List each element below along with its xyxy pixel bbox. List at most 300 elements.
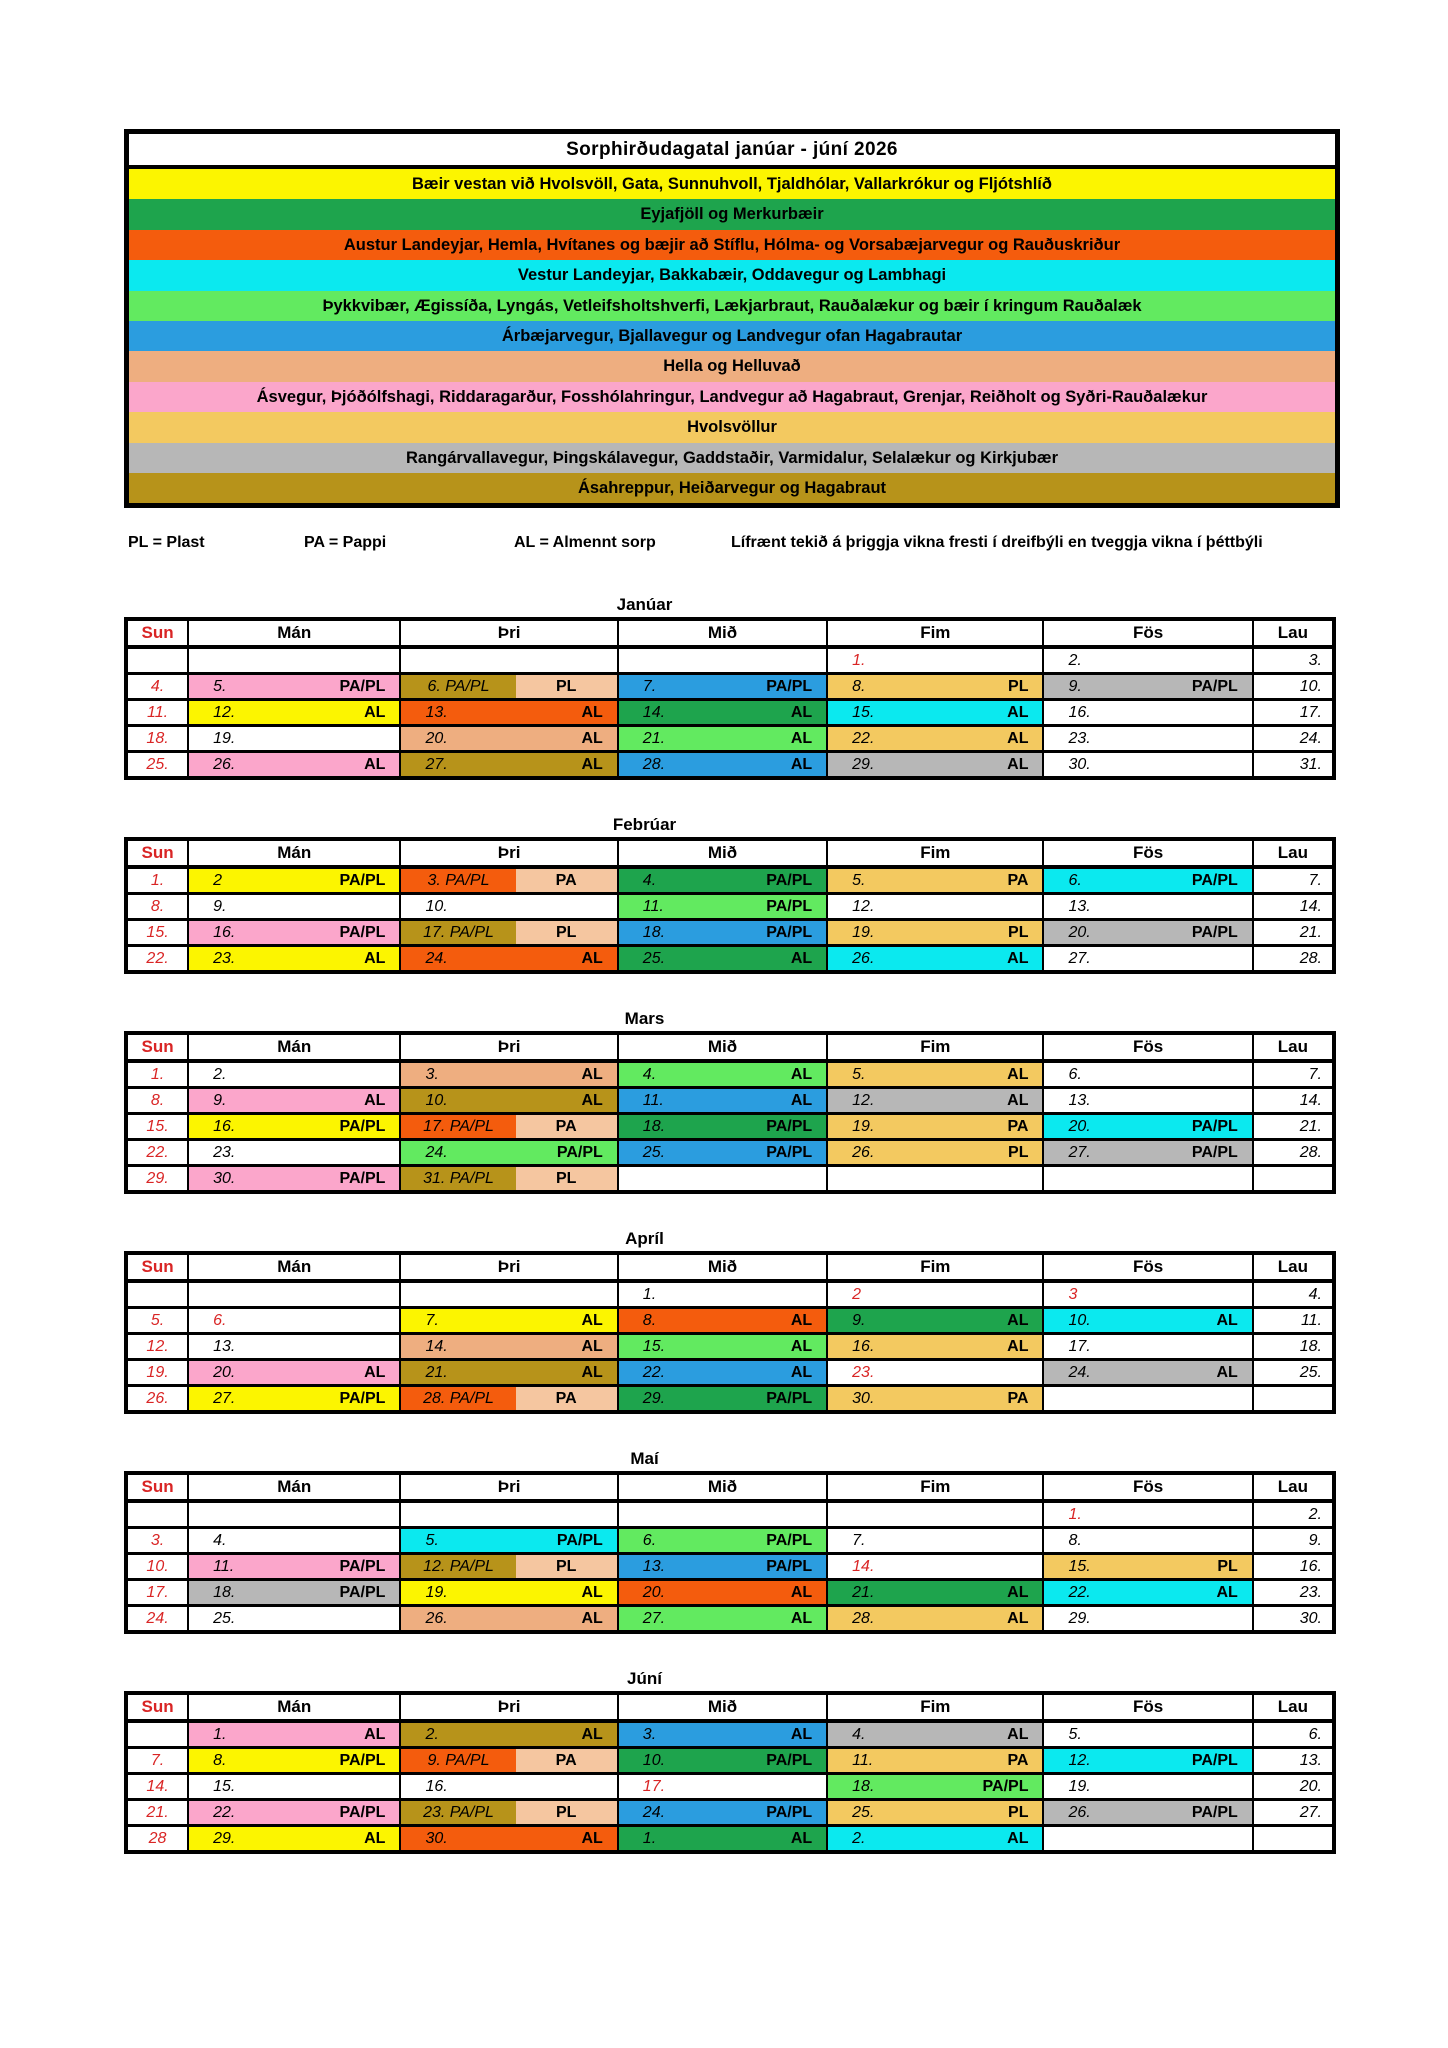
waste-label: PA	[555, 1389, 577, 1407]
day-cell	[618, 1826, 827, 1853]
waste-label: AL	[790, 703, 813, 721]
day-cell	[126, 1721, 188, 1748]
date-label: 14.	[1299, 1091, 1322, 1109]
week-row	[126, 1554, 1334, 1580]
month-section	[0, 1447, 1448, 1634]
date-label: 24.	[1299, 729, 1322, 747]
day-cell	[1253, 1308, 1334, 1334]
day-cell	[126, 1606, 188, 1633]
day-cell	[618, 1721, 827, 1748]
weekday-header-row	[126, 1033, 1334, 1061]
date-label: 19.	[213, 729, 236, 747]
day-cell	[400, 1501, 617, 1528]
weekday-header: Sun	[126, 1033, 188, 1061]
area-row-11: Ásahreppur, Heiðarvegur og Hagabraut	[129, 473, 1335, 503]
day-cell	[1253, 674, 1334, 700]
date-label: 2.	[213, 1065, 227, 1083]
day-cell	[126, 1580, 188, 1606]
day-cell	[1043, 920, 1252, 946]
date-label: 17.	[642, 1777, 666, 1795]
day-cell	[400, 1114, 617, 1140]
date-label: 10.	[1068, 1311, 1091, 1329]
day-cell	[126, 1281, 188, 1308]
calendar-table	[124, 1031, 1336, 1194]
weekday-header: Mið	[618, 839, 827, 867]
date-label: 13.	[425, 703, 448, 721]
day-cell	[827, 867, 1043, 894]
date-label: 21.	[1299, 1117, 1322, 1135]
date-label: 24.	[1068, 1363, 1091, 1381]
waste-label: PL	[555, 1169, 577, 1187]
day-cell	[1253, 1826, 1334, 1853]
day-cell	[188, 1061, 400, 1088]
date-label: 3.	[642, 1725, 657, 1743]
date-label: 7.	[1308, 1065, 1322, 1083]
date-label: 19.	[852, 923, 875, 941]
date-label: 2.	[852, 1829, 866, 1847]
waste-label: PA	[1007, 1751, 1029, 1769]
date-label: 3.	[1308, 651, 1322, 669]
day-cell	[188, 1721, 400, 1748]
waste-label: AL	[581, 729, 603, 747]
day-cell	[188, 752, 400, 779]
date-label: 1.	[852, 651, 866, 669]
date-label: 16.	[213, 923, 236, 941]
weekday-header: Mán	[188, 1693, 400, 1721]
date-label: 18.	[146, 729, 169, 747]
date-label: 12.	[1068, 1751, 1091, 1769]
waste-label: AL	[581, 755, 603, 773]
weekday-header: Þri	[400, 619, 617, 647]
day-cell	[1253, 726, 1334, 752]
date-label: 17.	[1068, 1337, 1091, 1355]
weekday-header: Þri	[400, 1033, 617, 1061]
date-label: 27.	[642, 1609, 666, 1627]
date-label: 4.	[642, 871, 657, 889]
waste-label: AL	[790, 1609, 813, 1627]
area-row-7: Hella og Helluvað	[129, 351, 1335, 381]
weekday-header: Mán	[188, 1473, 400, 1501]
month-title: Apríl	[625, 1229, 664, 1248]
day-cell	[618, 1501, 827, 1528]
day-cell	[126, 726, 188, 752]
week-row	[126, 1114, 1334, 1140]
day-cell	[618, 1386, 827, 1413]
waste-label: AL	[1007, 1583, 1029, 1601]
date-and-waste-label: 23. PA/PL	[423, 1803, 494, 1821]
waste-label: AL	[1007, 1337, 1029, 1355]
day-cell	[618, 1554, 827, 1580]
day-cell	[126, 1800, 188, 1826]
date-label: 27.	[425, 755, 448, 773]
waste-label: AL	[581, 1091, 603, 1109]
day-cell	[618, 894, 827, 920]
waste-label: AL	[364, 755, 386, 773]
weekday-header: Sun	[126, 839, 188, 867]
waste-label: AL	[1007, 1091, 1029, 1109]
day-cell	[1043, 867, 1252, 894]
date-label: 27.	[1299, 1803, 1322, 1821]
date-label: 22.	[146, 949, 169, 967]
day-cell	[1253, 1721, 1334, 1748]
day-cell	[1253, 1114, 1334, 1140]
day-cell	[1253, 1774, 1334, 1800]
day-cell	[1253, 920, 1334, 946]
week-row	[126, 1360, 1334, 1386]
waste-label: PA/PL	[339, 1557, 386, 1575]
date-label: 18.	[642, 923, 666, 941]
weekday-header: Mán	[188, 839, 400, 867]
weekday-header: Þri	[400, 1693, 617, 1721]
waste-label: AL	[790, 949, 813, 967]
date-label: 6.	[213, 1311, 227, 1329]
day-cell	[126, 1826, 188, 1853]
day-cell	[827, 1501, 1043, 1528]
day-cell	[188, 1386, 400, 1413]
date-label: 13.	[213, 1337, 236, 1355]
date-label: 12.	[146, 1337, 169, 1355]
day-cell	[1043, 1386, 1252, 1413]
date-label: 6.	[1068, 1065, 1082, 1083]
waste-label: AL	[581, 1311, 603, 1329]
date-label: 28.	[852, 1609, 875, 1627]
area-row-6: Árbæjarvegur, Bjallavegur og Landvegur ofan Hagabrautar	[129, 321, 1335, 351]
date-label: 11.	[1300, 1311, 1322, 1329]
date-label: 17.	[1299, 703, 1322, 721]
day-cell	[188, 867, 400, 894]
weekday-header: Fös	[1043, 619, 1252, 647]
day-cell	[400, 1554, 617, 1580]
day-cell	[126, 1360, 188, 1386]
date-label: 15.	[642, 1337, 666, 1355]
day-cell	[618, 1748, 827, 1774]
day-cell	[126, 1308, 188, 1334]
date-label: 16.	[852, 1337, 875, 1355]
week-row	[126, 1061, 1334, 1088]
waste-label: PA/PL	[766, 1557, 813, 1575]
date-label: 11.	[213, 1557, 235, 1575]
weekday-header: Fim	[827, 1033, 1043, 1061]
date-label: 9.	[1308, 1531, 1322, 1549]
day-cell	[827, 1800, 1043, 1826]
calendar-table	[124, 1471, 1336, 1634]
abbreviation-legend	[124, 534, 1424, 556]
date-label: 13.	[1299, 1751, 1322, 1769]
day-cell	[126, 867, 188, 894]
date-label: 10.	[425, 1091, 448, 1109]
date-label: 5.	[852, 871, 866, 889]
day-cell	[126, 1088, 188, 1114]
waste-label: PA/PL	[766, 1117, 813, 1135]
date-label: 18.	[642, 1117, 666, 1135]
day-cell	[1253, 894, 1334, 920]
weekday-header: Fös	[1043, 839, 1252, 867]
day-cell	[400, 1281, 617, 1308]
date-label: 23.	[852, 1363, 875, 1381]
day-cell	[1253, 946, 1334, 973]
weekday-header: Mið	[618, 1253, 827, 1281]
date-label: 21.	[425, 1363, 448, 1381]
area-row-9: Hvolsvöllur	[129, 412, 1335, 442]
day-cell	[618, 1061, 827, 1088]
weekday-header: Sun	[126, 1473, 188, 1501]
week-row	[126, 1281, 1334, 1308]
day-cell	[1043, 1140, 1252, 1166]
waste-label: PL	[1008, 923, 1029, 941]
day-cell	[400, 1166, 617, 1193]
date-label: 14.	[425, 1337, 448, 1355]
week-row	[126, 1088, 1334, 1114]
calendar-table	[124, 1691, 1336, 1854]
waste-label: PA/PL	[982, 1777, 1029, 1795]
day-cell	[618, 920, 827, 946]
day-cell	[400, 1334, 617, 1360]
day-cell	[188, 647, 400, 674]
waste-label: PA/PL	[339, 677, 386, 695]
waste-label: PA	[555, 1751, 577, 1769]
week-row	[126, 1308, 1334, 1334]
date-label: 16.	[425, 1777, 448, 1795]
waste-label: PL	[1008, 1803, 1029, 1821]
date-label: 20.	[642, 1583, 666, 1601]
date-label: 9.	[1068, 677, 1082, 695]
day-cell	[400, 700, 617, 726]
day-cell	[827, 1166, 1043, 1193]
day-cell	[827, 1308, 1043, 1334]
date-label: 3	[1068, 1285, 1078, 1303]
page-title: Sorphirðudagatal janúar - júní 2026	[129, 134, 1335, 169]
day-cell	[400, 1721, 617, 1748]
day-cell	[1253, 647, 1334, 674]
waste-label: PA/PL	[766, 1803, 813, 1821]
waste-label: PL	[555, 677, 577, 695]
day-cell	[618, 1580, 827, 1606]
area-row-3: Austur Landeyjar, Hemla, Hvítanes og bæjir að Stíflu, Hólma- og Vorsabæjarvegur og Rauðuskriður	[129, 230, 1335, 260]
day-cell	[1253, 1281, 1334, 1308]
day-cell	[1043, 1061, 1252, 1088]
date-label: 4.	[852, 1725, 866, 1743]
day-cell	[188, 1528, 400, 1554]
day-cell	[618, 1114, 827, 1140]
day-cell	[1043, 1721, 1252, 1748]
waste-label: PA/PL	[1191, 871, 1238, 889]
day-cell	[827, 752, 1043, 779]
date-label: 19.	[425, 1583, 448, 1601]
month-title: Mars	[624, 1009, 665, 1028]
date-label: 25.	[852, 1803, 875, 1821]
day-cell	[400, 1774, 617, 1800]
date-label: 23.	[213, 949, 236, 967]
date-label: 12.	[852, 1091, 875, 1109]
date-label: 13.	[1068, 1091, 1091, 1109]
area-list	[129, 169, 1335, 503]
day-cell	[827, 1748, 1043, 1774]
waste-label: AL	[364, 949, 386, 967]
day-cell	[188, 1554, 400, 1580]
date-label: 12.	[852, 897, 875, 915]
day-cell	[400, 647, 617, 674]
waste-label: PA/PL	[1191, 677, 1238, 695]
week-row	[126, 1528, 1334, 1554]
date-label: 21.	[642, 729, 666, 747]
waste-label: PA/PL	[1191, 1751, 1238, 1769]
day-cell	[1043, 1774, 1252, 1800]
waste-label: AL	[790, 755, 813, 773]
area-row-2: Eyjafjöll og Merkurbæir	[129, 199, 1335, 229]
day-cell	[126, 647, 188, 674]
week-row	[126, 700, 1334, 726]
date-label: 18.	[213, 1583, 236, 1601]
month-section	[0, 1007, 1448, 1194]
day-cell	[1043, 1826, 1252, 1853]
date-label: 8.	[150, 897, 165, 915]
day-cell	[188, 1360, 400, 1386]
date-label: 1.	[150, 871, 165, 889]
day-cell	[400, 1748, 617, 1774]
day-cell	[400, 867, 617, 894]
day-cell	[1043, 1580, 1252, 1606]
day-cell	[827, 1774, 1043, 1800]
day-cell	[126, 1748, 188, 1774]
date-label: 8.	[852, 677, 866, 695]
day-cell	[827, 946, 1043, 973]
day-cell	[400, 1088, 617, 1114]
day-cell	[188, 1774, 400, 1800]
date-and-waste-label: 12. PA/PL	[423, 1557, 494, 1575]
week-row	[126, 1580, 1334, 1606]
day-cell	[1253, 1088, 1334, 1114]
week-row	[126, 1826, 1334, 1853]
date-label: 4.	[150, 677, 165, 695]
week-row	[126, 1501, 1334, 1528]
date-label: 25.	[146, 755, 169, 773]
day-cell	[188, 1501, 400, 1528]
day-cell	[400, 726, 617, 752]
day-cell	[618, 1140, 827, 1166]
day-cell	[126, 674, 188, 700]
date-label: 13.	[642, 1557, 666, 1575]
date-label: 2	[213, 871, 222, 889]
date-label: 20.	[1068, 923, 1091, 941]
date-label: 2	[852, 1285, 862, 1303]
day-cell	[188, 1800, 400, 1826]
week-row	[126, 726, 1334, 752]
week-row	[126, 1386, 1334, 1413]
month-section	[0, 813, 1448, 974]
day-cell	[618, 752, 827, 779]
day-cell	[1043, 700, 1252, 726]
day-cell	[1253, 1140, 1334, 1166]
day-cell	[618, 1606, 827, 1633]
waste-label: PA/PL	[339, 1751, 386, 1769]
day-cell	[1043, 1308, 1252, 1334]
day-cell	[126, 1114, 188, 1140]
date-label: 22.	[146, 1143, 169, 1161]
date-label: 18.	[852, 1777, 875, 1795]
day-cell	[1043, 674, 1252, 700]
day-cell	[188, 1114, 400, 1140]
waste-label: AL	[1007, 1725, 1029, 1743]
day-cell	[827, 1281, 1043, 1308]
month-section	[0, 1667, 1448, 1854]
weekday-header: Mið	[618, 1473, 827, 1501]
date-label: 27.	[1068, 949, 1091, 967]
day-cell	[1253, 1501, 1334, 1528]
waste-label: AL	[581, 1065, 603, 1083]
date-label: 29.	[213, 1829, 236, 1847]
date-label: 20.	[1299, 1777, 1322, 1795]
date-label: 27.	[213, 1389, 236, 1407]
day-cell	[400, 752, 617, 779]
weekday-header: Fim	[827, 839, 1043, 867]
date-label: 19.	[852, 1117, 875, 1135]
waste-label: PA	[1007, 1117, 1029, 1135]
day-cell	[827, 1528, 1043, 1554]
day-cell	[618, 946, 827, 973]
date-label: 29.	[852, 755, 875, 773]
waste-label: AL	[790, 1337, 813, 1355]
date-label: 5.	[425, 1531, 439, 1549]
day-cell	[618, 1334, 827, 1360]
day-cell	[618, 700, 827, 726]
waste-label: AL	[1007, 1311, 1029, 1329]
day-cell	[126, 1061, 188, 1088]
weekday-header: Fim	[827, 1253, 1043, 1281]
waste-label: AL	[581, 1583, 603, 1601]
waste-label: AL	[790, 1583, 813, 1601]
week-row	[126, 1748, 1334, 1774]
date-label: 29.	[642, 1389, 666, 1407]
day-cell	[618, 867, 827, 894]
date-label: 8.	[213, 1751, 227, 1769]
day-cell	[126, 920, 188, 946]
date-label: 1.	[213, 1725, 227, 1743]
date-label: 16.	[1299, 1557, 1322, 1575]
day-cell	[188, 946, 400, 973]
date-label: 8.	[642, 1311, 657, 1329]
waste-label: AL	[1216, 1583, 1238, 1601]
weekday-header-row	[126, 1693, 1334, 1721]
day-cell	[618, 647, 827, 674]
weekday-header: Fös	[1043, 1253, 1252, 1281]
date-label: 23.	[1299, 1583, 1322, 1601]
area-row-1: Bæir vestan við Hvolsvöll, Gata, Sunnuhvoll, Tjaldhólar, Vallarkrókur og Fljótshlíð	[129, 169, 1335, 199]
waste-label: AL	[790, 1829, 813, 1847]
date-label: 14.	[146, 1777, 169, 1795]
date-label: 10.	[146, 1557, 169, 1575]
date-label: 25.	[642, 1143, 666, 1161]
date-label: 22.	[852, 729, 875, 747]
date-label: 13.	[1068, 897, 1091, 915]
day-cell	[1043, 1606, 1252, 1633]
day-cell	[1253, 867, 1334, 894]
waste-label: AL	[581, 1725, 603, 1743]
waste-label: PA/PL	[766, 677, 813, 695]
weekday-header: Mið	[618, 1033, 827, 1061]
date-label: 11.	[852, 1751, 874, 1769]
date-label: 19.	[146, 1363, 169, 1381]
week-row	[126, 1166, 1334, 1193]
date-label: 19.	[1068, 1777, 1091, 1795]
day-cell	[1253, 1360, 1334, 1386]
day-cell	[1253, 1166, 1334, 1193]
week-row	[126, 1800, 1334, 1826]
date-label: 5.	[213, 677, 227, 695]
day-cell	[1043, 1088, 1252, 1114]
key-almennt-sorp: AL = Almennt sorp	[514, 534, 656, 551]
date-and-waste-label: 9. PA/PL	[427, 1751, 490, 1769]
waste-label: AL	[790, 1065, 813, 1083]
